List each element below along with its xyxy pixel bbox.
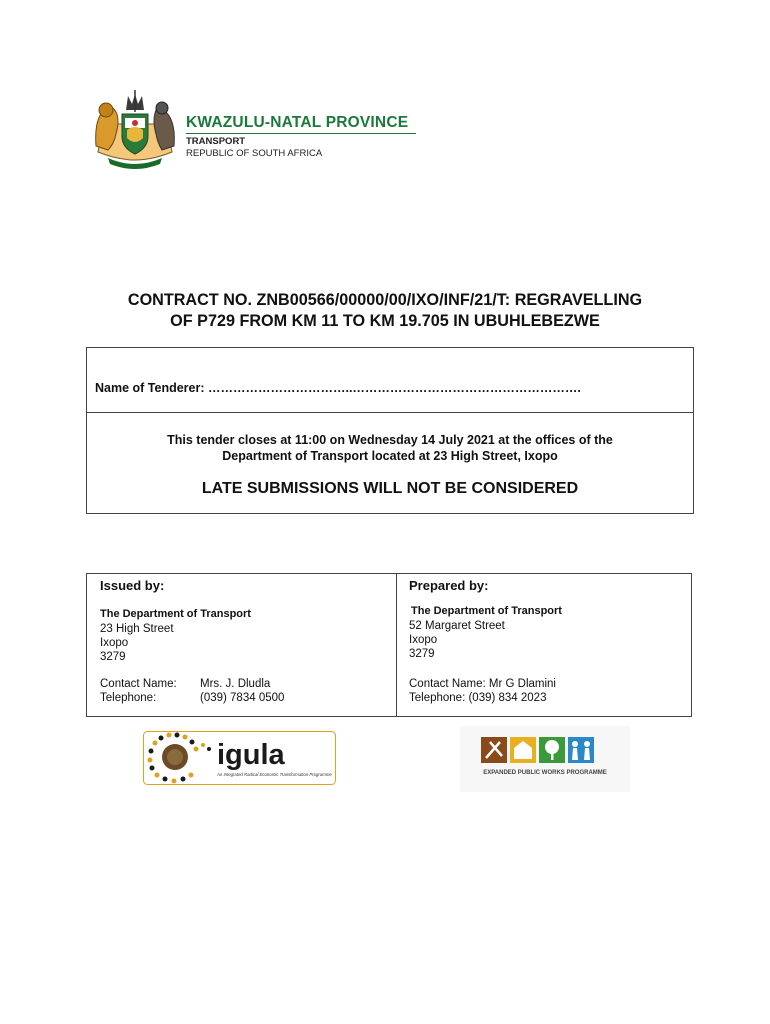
- contact-label: Contact Name:: [100, 678, 177, 690]
- issued-by-contact: [100, 677, 270, 691]
- phone-label: Telephone:: [100, 692, 157, 704]
- closing-notice: [87, 432, 693, 464]
- prepared-by-street: 52 Margaret Street: [409, 620, 505, 632]
- closing-notice-line-1: This tender closes at 11:00 on Wednesday 14 July 2021 at the offices of the: [167, 433, 613, 447]
- coat-of-arms-icon: [92, 90, 178, 170]
- late-submission-notice: LATE SUBMISSIONS WILL NOT BE CONSIDERED: [201, 480, 579, 497]
- tenderer-name-line: Name of Tenderer: ……………………………..……………………………………………….: [95, 381, 581, 395]
- prepared-by-contact: Contact Name: Mr G Dlamini: [409, 678, 556, 690]
- prepared-by-org: The Department of Transport: [411, 605, 562, 617]
- tender-box-divider: [87, 412, 693, 413]
- contract-title-line-2: OF P729 FROM KM 11 TO KM 19.705 IN UBUHLEBEZWE: [170, 312, 600, 330]
- issued-by-phone: [100, 691, 284, 705]
- igula-wordmark: igula: [217, 739, 285, 771]
- issued-by-column: [87, 574, 396, 716]
- people-icon: [568, 737, 594, 763]
- issued-by-org: The Department of Transport: [100, 608, 251, 620]
- prepared-by-phone: Telephone: (039) 834 2023: [409, 692, 547, 704]
- igula-logo: [143, 731, 336, 785]
- issuer-table: [86, 573, 692, 717]
- contact-value: Mrs. J. Dludla: [200, 678, 271, 690]
- issued-by-street: 23 High Street: [100, 623, 174, 635]
- prepared-by-heading: Prepared by:: [409, 578, 489, 593]
- prepared-by-code: 3279: [409, 648, 435, 660]
- department-name: TRANSPORT: [186, 136, 246, 147]
- province-name: KWAZULU-NATAL PROVINCE: [186, 114, 409, 131]
- tender-box: [86, 347, 694, 514]
- prepared-by-column: [397, 574, 693, 716]
- header-rule: [186, 133, 416, 134]
- prepared-by-town: Ixopo: [409, 634, 438, 646]
- issued-by-heading: Issued by:: [100, 578, 165, 593]
- contract-title: [60, 290, 710, 332]
- phone-value: (039) 7834 0500: [200, 692, 285, 704]
- contract-title-line-1: CONTRACT NO. ZNB00566/00000/00/IXO/INF/21/T: REGRAVELLING: [127, 291, 643, 309]
- igula-tagline: An Integrated Radical Economic Transformation Programme: [217, 772, 332, 777]
- epwp-logo: [460, 726, 630, 792]
- epwp-wordmark: EXPANDED PUBLIC WORKS PROGRAMME: [483, 770, 607, 776]
- issued-by-town: Ixopo: [100, 637, 129, 649]
- country-name: REPUBLIC OF SOUTH AFRICA: [186, 148, 323, 159]
- closing-notice-line-2: Department of Transport located at 23 High Street, Ixopo: [222, 449, 558, 463]
- issued-by-code: 3279: [100, 651, 126, 663]
